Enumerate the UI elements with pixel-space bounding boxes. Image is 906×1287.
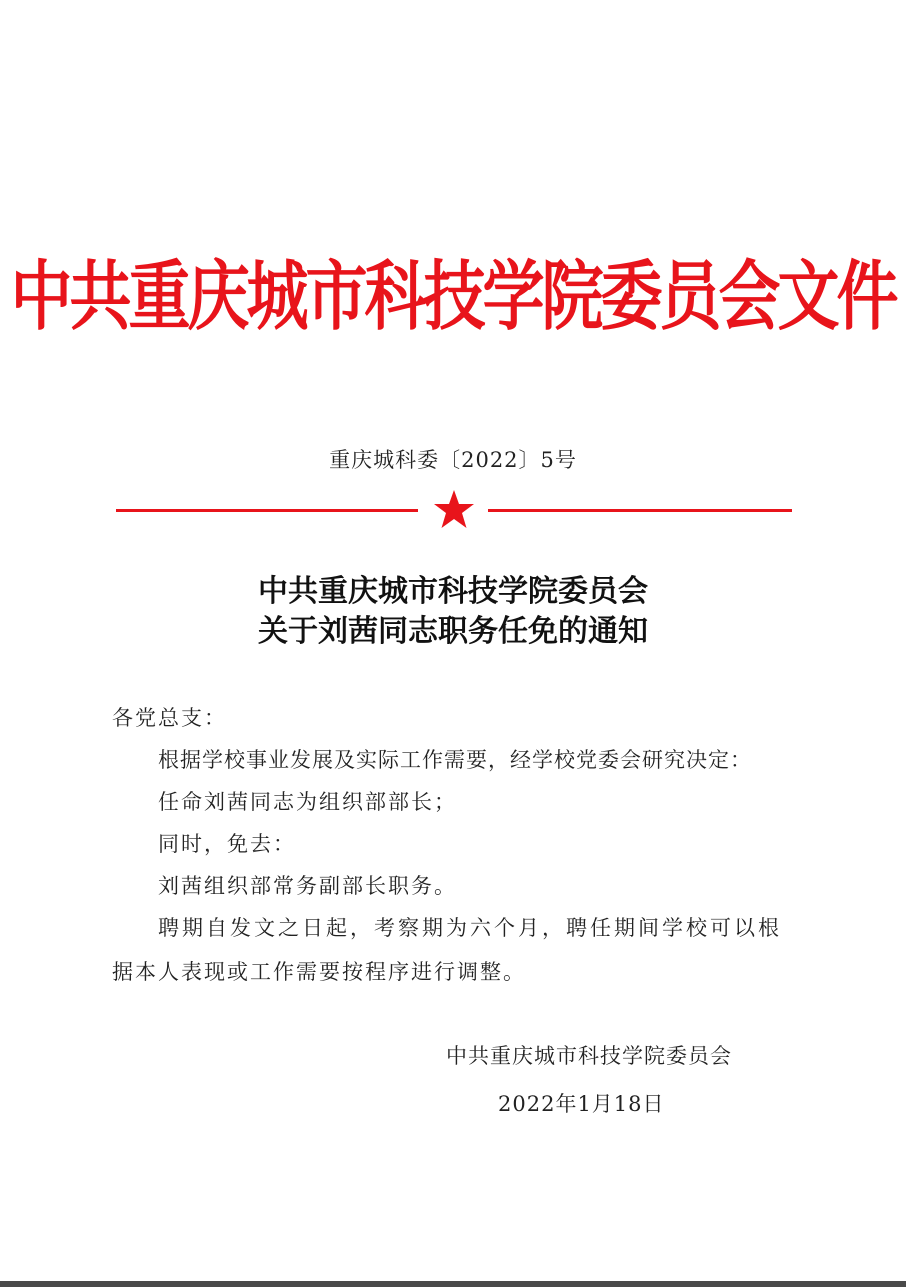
body-paragraph: 聘期自发文之日起，考察期为六个月，聘任期间学校可以根: [158, 916, 782, 940]
red-divider: [116, 489, 792, 529]
salutation: 各党总支：: [112, 706, 227, 730]
body-paragraph: 任命刘茜同志为组织部部长；: [158, 790, 457, 814]
divider-line-right: [488, 509, 792, 512]
star-icon: [433, 489, 475, 529]
body-paragraph: 根据学校事业发展及实际工作需要，经学校党委会研究决定：: [158, 748, 752, 772]
signing-organization: 中共重庆城市科技学院委员会: [446, 1044, 732, 1068]
body-paragraph: 同时，免去：: [158, 832, 296, 856]
bottom-edge-rule: [0, 1281, 906, 1287]
divider-line-left: [116, 509, 418, 512]
body-paragraph-continued: 据本人表现或工作需要按程序进行调整。: [112, 960, 526, 984]
document-number: 重庆城科委〔2022〕5号: [329, 448, 577, 472]
masthead-title: 中共重庆城市科技学院委员会文件: [10, 251, 896, 341]
body-paragraph: 刘茜组织部常务副部长职务。: [158, 874, 457, 898]
notice-title-line-1: 中共重庆城市科技学院委员会: [258, 574, 648, 609]
notice-title-line-2: 关于刘茜同志职务任免的通知: [258, 614, 648, 649]
issue-date: 2022年1月18日: [498, 1092, 665, 1116]
